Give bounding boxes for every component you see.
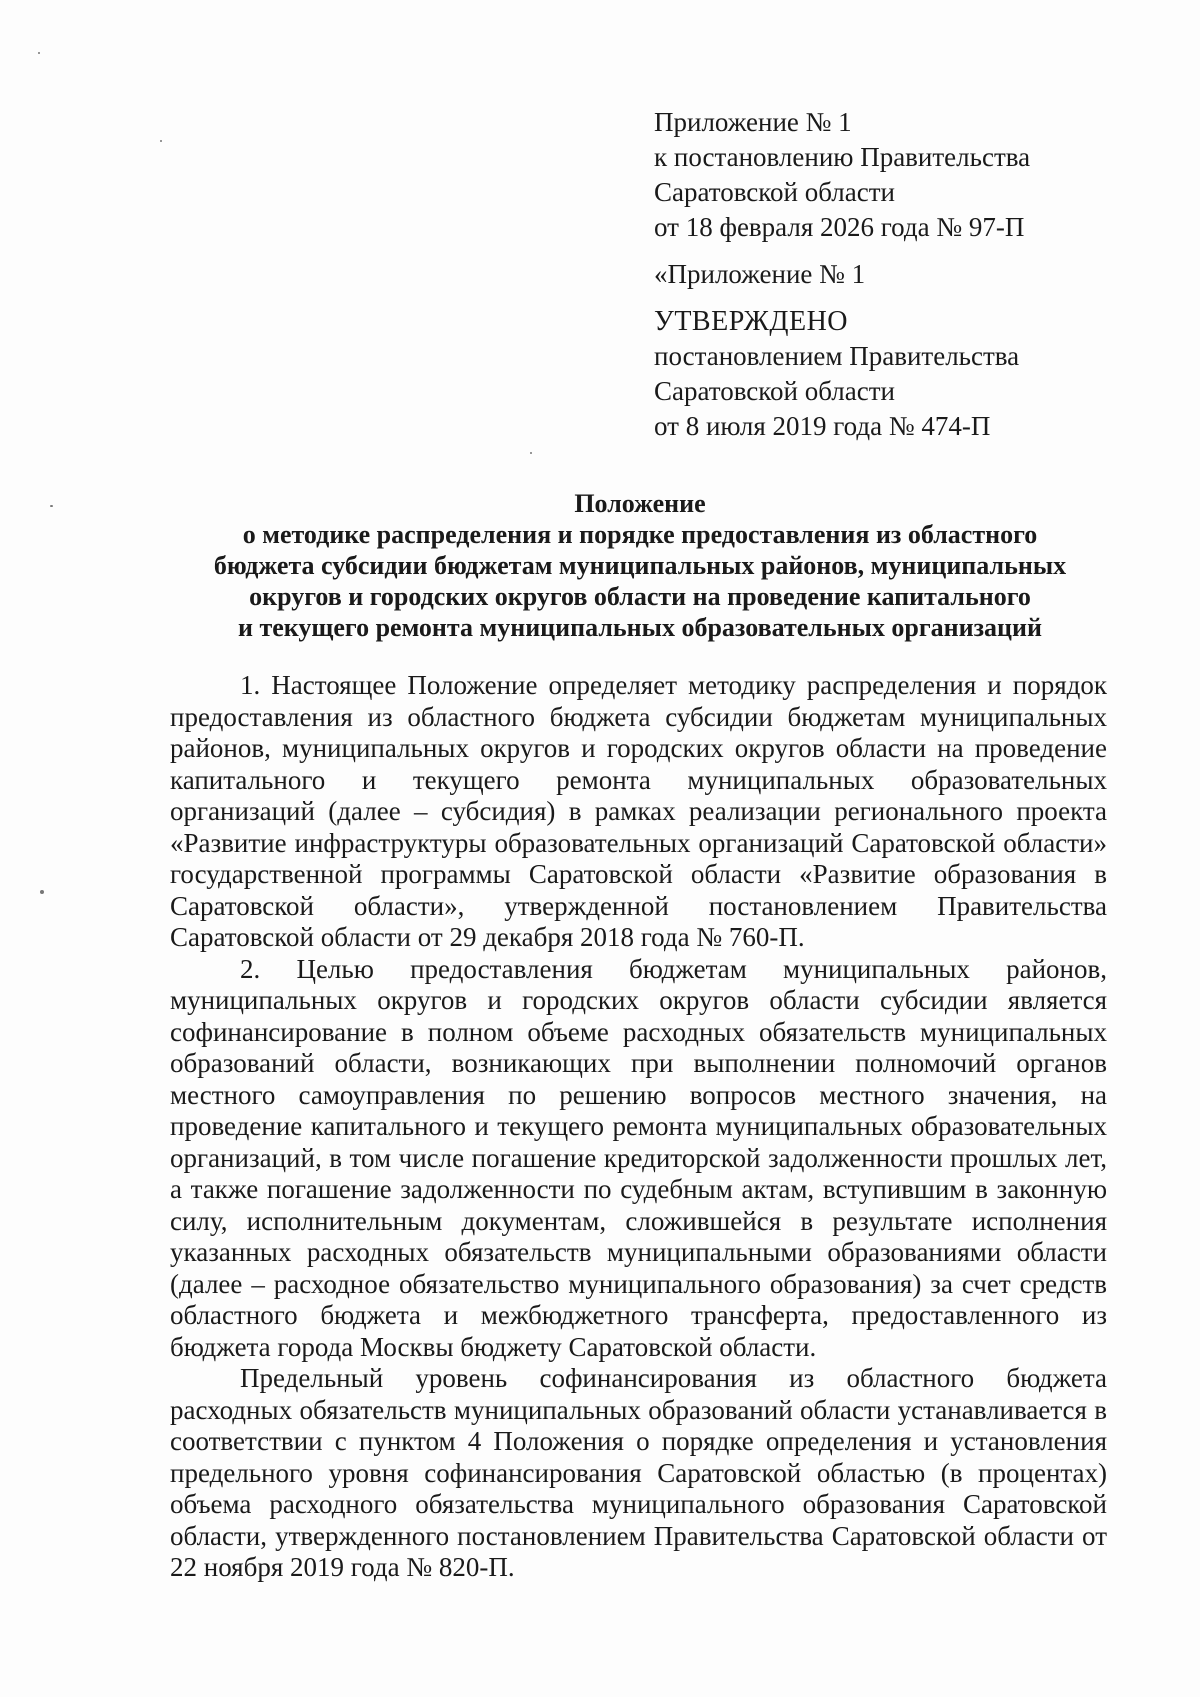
title-line-4: округов и городских округов области на проведение капитального: [249, 582, 1031, 611]
approved-stamp-text: УТВЕРЖДЕНО: [654, 306, 849, 337]
scan-speck: [160, 140, 162, 142]
appendix-header: [654, 105, 1154, 444]
document-title: [140, 488, 1140, 643]
paragraph-1: 1. Настоящее Положение определяет методику распределения и порядок предоставления из областного бюджета субсидии бюджетам муниципальных районов, муниципальных округов и городских округов области на проведение капитального и текущего ремонта муниципальных образовательных организаций (далее – субсидия) в рамках реализации регионального проекта «Развитие инфраструктуры образовательных организаций Саратовской области» государственной программы Саратовской области «Развитие образования в Саратовской области», утвержденной постановлением Правительства Саратовской области от 29 декабря 2018 года № 760-П.: [170, 670, 1107, 952]
document-body: [170, 670, 1107, 1584]
title-line-2: о методике распределения и порядке предоставления из областного: [242, 520, 1038, 549]
approved-region: Саратовской области: [654, 376, 895, 406]
title-line-1: Положение: [574, 489, 706, 518]
resolution-date: от 18 февраля 2026 года № 97-П: [654, 212, 1025, 242]
approved-date: от 8 июля 2019 года № 474-П: [654, 411, 991, 441]
to-resolution: к постановлению Правительства: [654, 142, 1031, 172]
paragraph-2: 2. Целью предоставления бюджетам муниципальных районов, муниципальных округов и городских округов области субсидии является софинансирование в полном объеме расходных обязательств муниципальных образований области, возникающих при выполнении полномочий органов местного самоуправления по решению вопросов местного значения, на проведение капитального и текущего ремонта муниципальных образовательных организаций, в том числе погашение кредиторской задолженности прошлых лет, а также погашение задолженности по судебным актам, вступившим в законную силу, исполнительным документам, сложившейся в результате исполнения указанных расходных обязательств муниципальными образованиями области (далее – расходное обязательство муниципального образования) за счет средств областного бюджета и межбюджетного трансферта, предоставленного из бюджета города Москвы бюджету Саратовской области.: [170, 953, 1107, 1362]
region-name: Саратовской области: [654, 177, 895, 207]
title-line-3: бюджета субсидии бюджетам муниципальных районов, муниципальных: [213, 551, 1067, 580]
scan-speck: [50, 505, 53, 507]
scan-speck: [38, 52, 40, 54]
title-line-5: и текущего ремонта муниципальных образовательных организаций: [238, 613, 1042, 642]
paragraph-3: Предельный уровень софинансирования из областного бюджета расходных обязательств муниципальных образований области устанавливается в соответствии с пунктом 4 Положения о порядке определения и установления предельного уровня софинансирования Саратовской областью (в процентах) объема расходного обязательства муниципального образования Саратовской области, утвержденного постановлением Правительства Саратовской области от 22 ноября 2019 года № 820-П.: [170, 1363, 1107, 1582]
appendix-number: Приложение № 1: [654, 107, 852, 137]
scan-speck: [530, 452, 532, 454]
quoted-appendix: «Приложение № 1: [654, 259, 866, 289]
scan-speck: [40, 890, 44, 894]
approved-by: постановлением Правительства: [654, 341, 1020, 371]
